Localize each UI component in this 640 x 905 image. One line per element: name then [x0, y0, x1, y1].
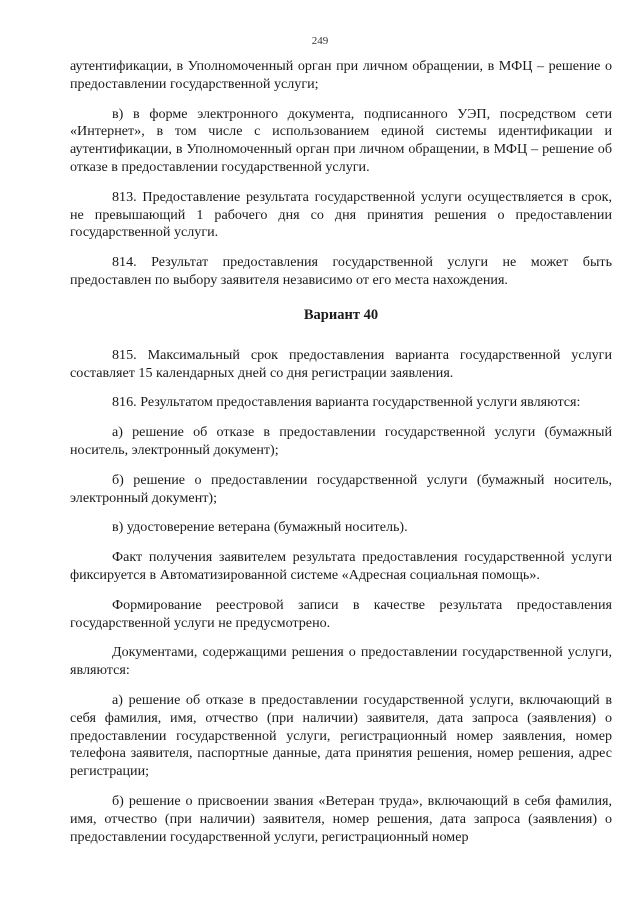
paragraph-document-b: б) решение о присвоении звания «Ветеран труда», включающий в себя фамилия, имя, отчество (при наличии) заявителя, номер решения, дата запроса (заявления) о предоставлении государственной услуги, регистрационный номер [70, 792, 612, 845]
paragraph-result-a: а) решение об отказе в предоставлении государственной услуги (бумажный носитель, электронный документ); [70, 424, 612, 458]
paragraph-documents: Документами, содержащими решения о предоставлении государственной услуги, являются: [70, 644, 612, 679]
paragraph-814: 814. Результат предоставления государственной услуги не может быть предоставлен по выбору заявителя независимо от его места нахождения. [70, 254, 612, 288]
page-number: 249 [311, 35, 329, 47]
paragraph-item-v: в) в форме электронного документа, подписанного УЭП, посредством сети «Интернет», в том числе с использованием единой системы идентификации и аутентификации, в Уполномоченный орган при личном обращении, в МФЦ – решение об отказе в предоставлении государственной услуги. [70, 105, 612, 175]
document-body [70, 58, 612, 858]
paragraph-result-v: в) удостоверение ветерана (бумажный носитель). [112, 519, 408, 536]
paragraph-fact: Факт получения заявителем результата предоставления государственной услуги фиксируется в Автоматизированной системе «Адресная социальная помощь». [70, 549, 612, 583]
paragraph-result-b: б) решение о предоставлении государственной услуги (бумажный носитель, электронный документ); [70, 471, 612, 506]
paragraph-document-a: а) решение об отказе в предоставлении государственной услуги, включающий в себя фамилия, имя, отчество (при наличии) заявителя, дата запроса (заявления) о предоставлении государственной услуги, регистрационный номер заявления, номер телефона заявителя, паспортные данные, дата принятия решения, номер решения, адрес регистрации; [70, 691, 612, 780]
paragraph-815: 815. Максимальный срок предоставления варианта государственной услуги составляет 15 календарных дней со дня регистрации заявления. [70, 346, 612, 381]
paragraph-816: 816. Результатом предоставления варианта государственной услуги являются: [112, 394, 581, 411]
paragraph-continuation: аутентификации, в Уполномоченный орган при личном обращении, в МФЦ – решение о предоставлении государственной услуги; [70, 58, 612, 92]
paragraph-registry: Формирование реестровой записи в качестве результата предоставления государственной услуги не предусмотрено. [70, 596, 612, 631]
paragraph-813: 813. Предоставление результата государственной услуги осуществляется в срок, не превышающий 1 рабочего дня со дня принятия решения о предоставлении государственной услуги. [70, 188, 612, 241]
variant-heading: Вариант 40 [303, 306, 379, 323]
